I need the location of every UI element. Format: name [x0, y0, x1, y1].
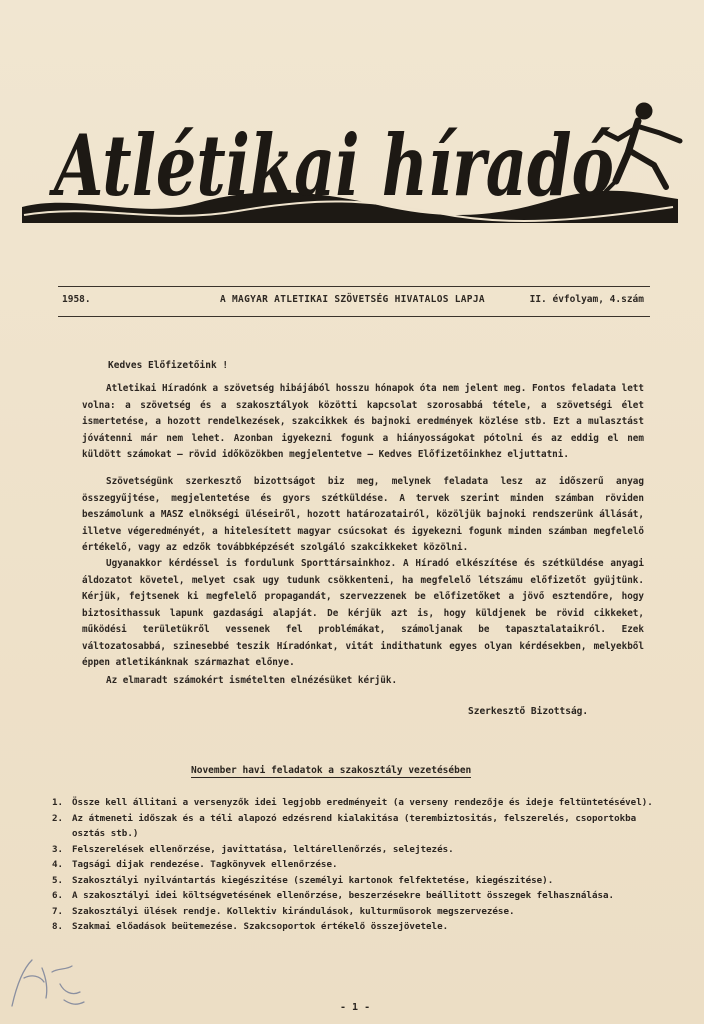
task-item: 4. Tagsági dijak rendezése. Tagkönyvek ellenőrzése. [52, 859, 338, 870]
masthead [18, 95, 688, 245]
header-rule-bottom [58, 316, 650, 317]
task-item: 7. Szakosztályi ülések rendje. Kollektiv kirándulások, kulturműsorok megszervezése. [52, 905, 515, 917]
runner-figure-icon [606, 103, 680, 191]
tasks-list [52, 795, 662, 935]
letter-paragraph-2: Szövetségünk szerkesztő bizottságot biz meg, melynek feladata lesz az időszerű anyag összegyűjtése, megjelentetése és gyors szétküldése. A tervek szerint minden számban röviden beszámolunk a MASZ elnökségi üléseiről, hozott határozatairól, közöljük bajnoki rendszerünk állását, illetve végeredményét, a hitelesített magyar csúcsokat és igyekezni fogunk minden számban megfelelő értékelő, vagy az edzők továbbképzését szolgáló szakcikkeket közölni. [82, 476, 644, 553]
tasks-title: November havi feladatok a szakosztály vezetésében [191, 765, 472, 776]
task-item: 5. Szakosztályi nyilvántartás kiegészitése (személyi kartonok felfektetése, kiegészitése). [52, 874, 554, 886]
letter-salutation: Kedves Előfizetőink ! [108, 360, 229, 371]
header-rule-top [58, 286, 650, 287]
task-item: 2. Az átmeneti időszak és a téli alapozó edzésrend kialakitása (terembiztositás, felszerelés, csoportokba osztás stb.) [52, 812, 637, 839]
publisher-line: A MAGYAR ATLETIKAI SZÖVETSÉG HIVATALOS LAPJA [220, 294, 485, 305]
letter-paragraph-4: Az elmaradt számokért ismételten elnézésüket kérjük. [106, 675, 398, 686]
task-item: 6. A szakosztályi idei költségvetésének ellenőrzése, beszerzésekre beállitott összegek felhasználása. [52, 890, 615, 901]
publication-year: 1958. [62, 294, 91, 305]
task-item: 1. Össze kell állitani a versenyzők idei legjobb eredményeit (a verseny rendezője és ideje feltüntetésével). [52, 797, 653, 808]
letter-paragraph-3: Ugyanakkor kérdéssel is fordulunk Sporttársainkhoz. A Híradó elkészítése és szétküldése anyagi áldozatot követel, melyet csak ugy tudunk csökkenteni, ha megfelelő létszámu előfizetőt gyüjtünk. Kérjük, fejtsenek ki megfelelő propagandát, szervezzenek be előfizetőket a jövő esztendőre, hogy biztosithassuk lapunk gazdasági alapját. De kérjük azt is, hogy küldjenek be rövid cikkeket, működési területükről vessenek fel problémákat, számoljanak be tapasztalataikról. Ezek változatosabbá, szinesebbé teszik Híradónkat, vitát indithatunk egyes olyan kérdésekben, melyekből éppen atletikánknak származhat előnye. [82, 558, 644, 668]
publication-header [58, 294, 650, 310]
task-item: 3. Felszerelések ellenőrzése, javittatása, leltárellenőrzés, selejtezés. [52, 843, 454, 855]
task-item: 8. Szakmai előadások beütemezése. Szakcsoportok értékelő összejövetele. [52, 921, 449, 932]
issue-number: II. évfolyam, 4.szám [529, 294, 644, 305]
letter-paragraph-1: Atletikai Híradónk a szövetség hibájából hosszu hónapok óta nem jelent meg. Fontos feladata lett volna: a szövetség és a szakosztályok közötti kapcsolat szorosabbá tétele, a szövetségi élet ismertetése, a hozott rendelkezések, szakcikkek és bajnoki eredmények közlése stb. Ezt a mulasztást jóvátenni már nem lehet. Azonban igyekezni fogunk a hiányosságokat pótolni és az eddig el nem küldött számokat — rövid időközökben megjelentetve — Kedves Előfizetőinkhez eljuttatni. [82, 383, 644, 460]
page-number: - 1 - [340, 1002, 371, 1013]
letter-signature: Szerkesztő Bizottság. [468, 706, 589, 717]
masthead-logo [18, 95, 688, 245]
masthead-title: Atlétikai híradó [48, 116, 614, 215]
pencil-scribble-mark [2, 948, 92, 1018]
